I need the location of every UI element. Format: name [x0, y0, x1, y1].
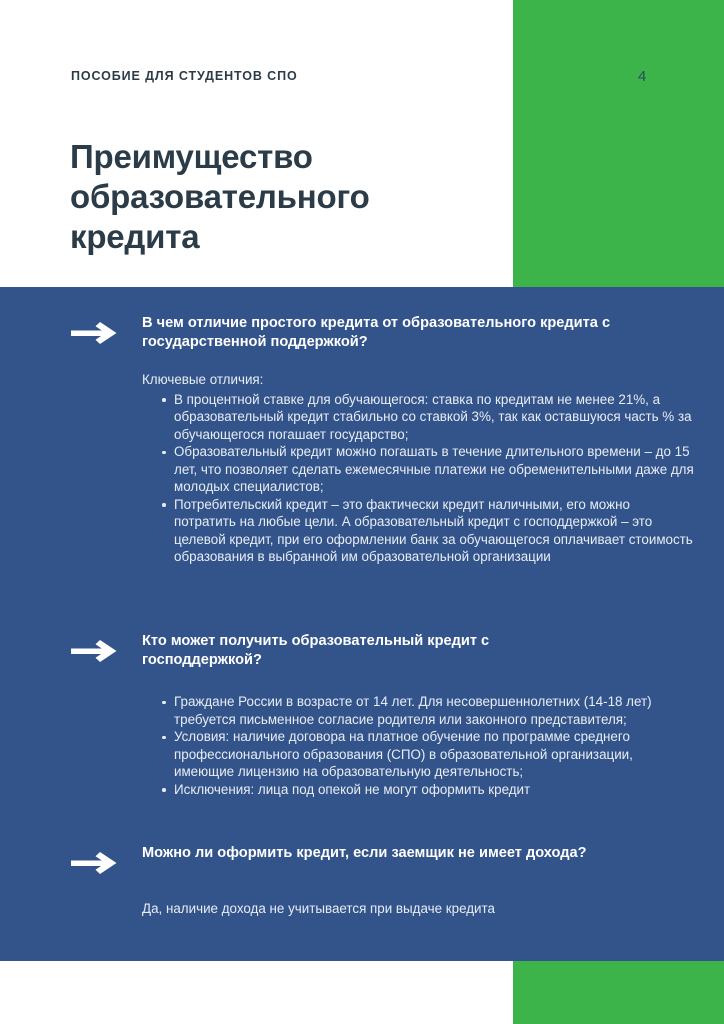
qa-section [0, 314, 724, 566]
list-item: Условия: наличие договора на платное обучение по программе среднего профессионального образования (СПО) в образовательной организации, имеющие лицензию на образовательную деятельность; [162, 728, 694, 781]
question-text: Кто может получить образовательный кредит с господдержкой? [142, 633, 490, 668]
answer-body [0, 900, 724, 918]
document-kicker: ПОСОБИЕ ДЛЯ СТУДЕНТОВ СПО [71, 69, 298, 83]
answer-lead: Ключевые отличия: [142, 372, 264, 387]
question-text: В чем отличие простого кредита от образовательного кредита с государственной поддержкой? [142, 315, 611, 350]
list-item: Потребительский кредит – это фактически кредит наличными, его можно потратить на любые цели. А образовательный кредит с господдержкой – это целевой кредит, при его оформлении банк за обучающегося оплачивает стоимость образования в выбранной им образовательной организации [162, 496, 694, 566]
question-row [0, 314, 724, 352]
answer-bullet-list [142, 693, 694, 798]
page-title: Преимущество образовательного кредита [70, 138, 370, 255]
question-row [0, 632, 724, 670]
green-accent-block-bottom [513, 961, 724, 1024]
page-header [0, 0, 724, 287]
question-row [0, 844, 724, 876]
qa-content [0, 287, 724, 961]
arrow-right-icon [71, 638, 119, 664]
arrow-right-icon [71, 850, 119, 876]
list-item: Граждане России в возрасте от 14 лет. Для несовершеннолетних (14-18 лет) требуется письменное согласие родителя или законного представителя; [162, 693, 694, 728]
answer-body [0, 693, 724, 798]
answer-bullet-list [142, 391, 694, 566]
list-item: В процентной ставке для обучающегося: ставка по кредитам не менее 21%, а образовательный кредит стабильно со ставкой 3%, так как оставшуюся часть % за обучающегося погашает государство; [162, 391, 694, 444]
arrow-right-icon [71, 320, 119, 346]
qa-section [0, 844, 724, 918]
list-item: Образовательный кредит можно погашать в течение длительного времени – до 15 лет, что позволяет сделать ежемесячные платежи не обременительными даже для молодых специалистов; [162, 443, 694, 496]
qa-section [0, 632, 724, 798]
list-item: Исключения: лица под опекой не могут оформить кредит [162, 781, 694, 799]
answer-body [0, 371, 724, 566]
page-number: 4 [638, 68, 647, 85]
answer-text: Да, наличие дохода не учитывается при выдаче кредита [142, 901, 495, 916]
question-text: Можно ли оформить кредит, если заемщик не имеет дохода? [142, 845, 587, 861]
